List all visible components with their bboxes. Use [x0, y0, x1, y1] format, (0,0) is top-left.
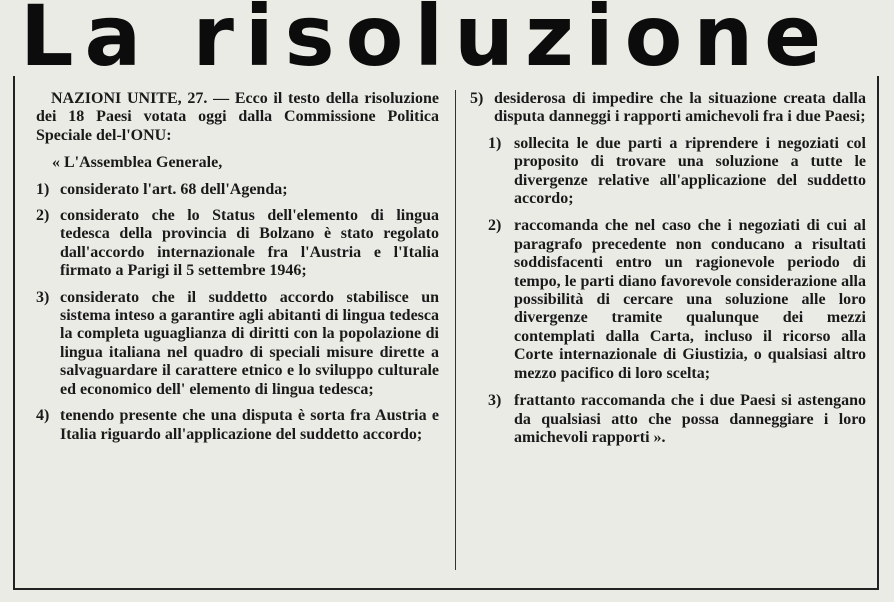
sub-item-number: 2) — [488, 217, 502, 235]
list-item — [36, 181, 439, 199]
sub-item-number: 3) — [488, 392, 502, 410]
item-number: 5) — [470, 90, 484, 107]
item-number: 3) — [36, 288, 50, 306]
left-column — [36, 90, 439, 452]
item-number: 2) — [36, 207, 50, 225]
list-item — [36, 289, 439, 399]
assembly-opening: « L'Assemblea Generale, — [52, 154, 223, 172]
item-text: considerato che il suddetto accordo stabilisce un sistema inteso a garantire agli abitanti di lingua tedesca la completa uguaglianza di diritti con la popolazione di lingua italiana nel quadro di speciali misure dirette a salvaguardare il carattere etnico e lo sviluppo culturale ed economico dell' elemento di lingua tedesca; — [60, 288, 439, 398]
sub-list-item — [488, 135, 866, 209]
sub-list-item — [488, 392, 866, 447]
right-column — [470, 90, 866, 456]
item-number: 1) — [36, 180, 50, 198]
list-item — [36, 207, 439, 281]
intro-text: Ecco il testo della risoluzione dei 18 Paesi votata oggi dalla Commissione Politica Speciale del-l'ONU: — [36, 90, 439, 144]
headline: La risoluzione — [20, 0, 833, 85]
intro-paragraph — [36, 90, 439, 145]
sub-item-number: 1) — [488, 134, 502, 152]
item-text: tenendo presente che una disputa è sorta fra Austria e Italia riguardo all'applicazione del suddetto accordo; — [60, 407, 439, 443]
sub-item-text: sollecita le due parti a riprendere i negoziati col proposito di trovare una soluzione a tutte le divergenze relative all'applicazione del suddetto accordo; — [514, 134, 866, 208]
item-text: desiderosa di impedire che la situazione creata dalla disputa danneggi i rapporti amichevoli fra i due Paesi; — [494, 90, 866, 126]
item-text: considerato che lo Status dell'elemento di lingua tedesca della provincia di Bolzano è stato regolato dall'accordo internazionale fra l'Austria e l'Italia firmato a Parigi il 5 settembre 1946; — [60, 207, 439, 280]
list-item — [36, 407, 439, 444]
column-divider — [455, 90, 456, 570]
list-item — [470, 90, 866, 127]
dateline: NAZIONI UNITE, 27. — — [51, 90, 230, 107]
sub-list-item — [488, 217, 866, 383]
sub-item-text: frattanto raccomanda che i due Paesi si astengano da qualsiasi atto che possa danneggiare i loro amichevoli rapporti ». — [514, 392, 866, 446]
item-text: considerato l'art. 68 dell'Agenda; — [60, 180, 288, 198]
sub-item-text: raccomanda che nel caso che i negoziati di cui al paragrafo precedente non conducano a risultati soddisfacenti entro un ragionevole periodo di tempo, le parti diano favorevole considerazione alla possibilità di cercare una soluzione alle loro divergenze tramite qualunque dei mezzi contemplati dalla Carta, incluso il ricorso alla Corte internazionale di Giustizia, o qualsiasi altro mezzo pacifico di loro scelta; — [514, 217, 866, 382]
item-number: 4) — [36, 407, 50, 425]
